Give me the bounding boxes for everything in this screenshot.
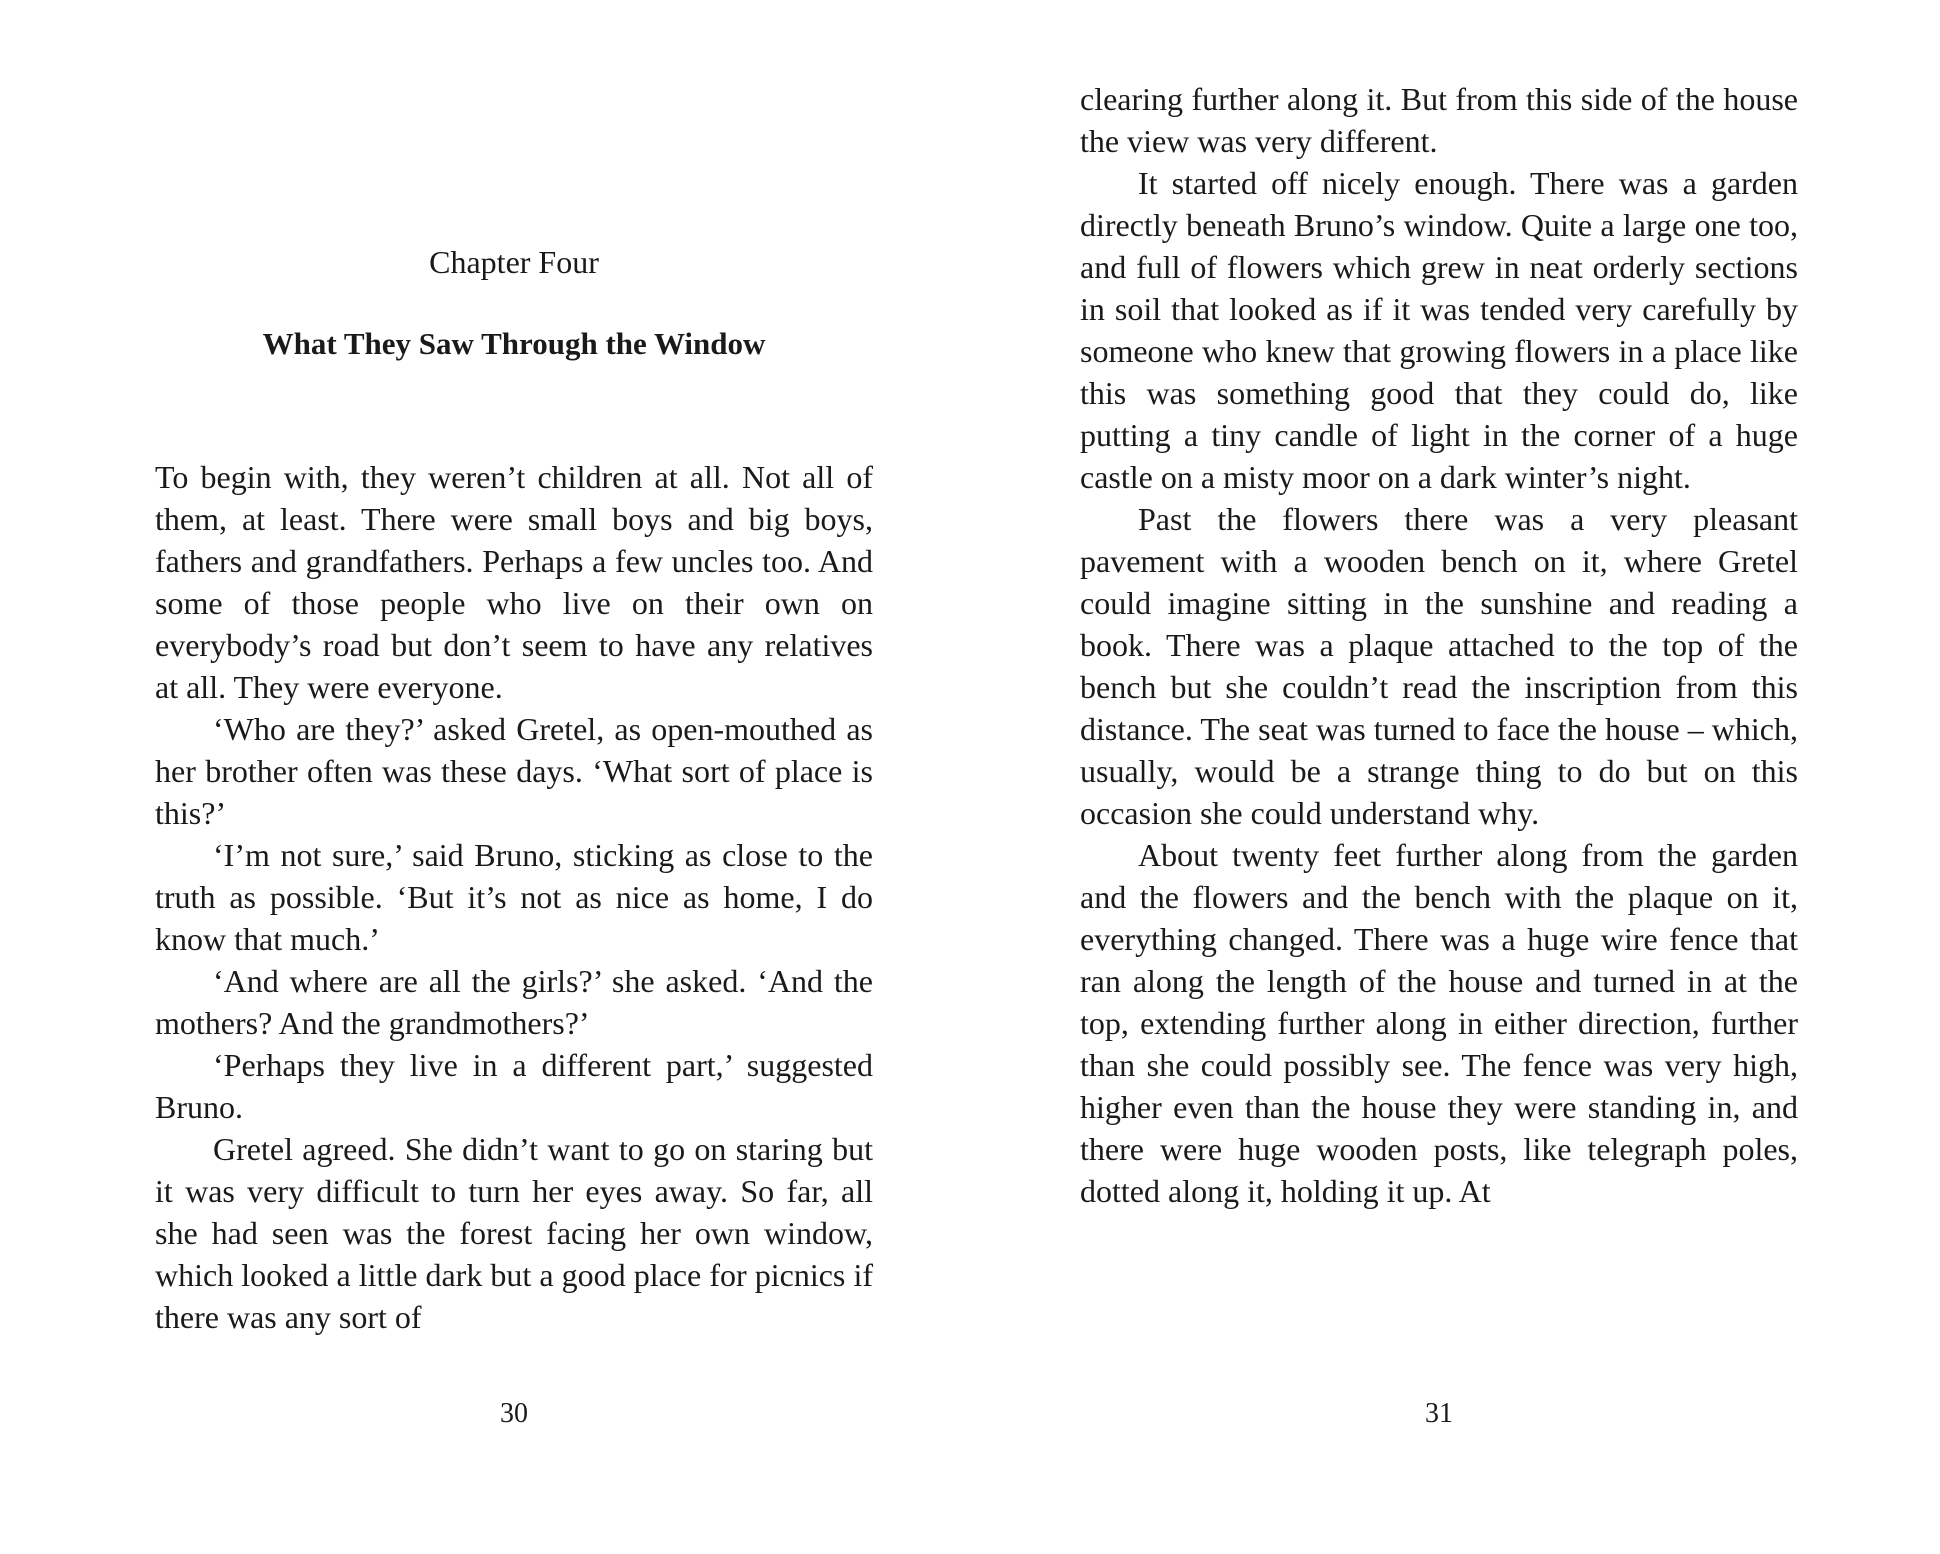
paragraph: clearing further along it. But from this side of the house the view was very different.	[1080, 81, 1798, 159]
paragraph: Past the flowers there was a very pleasant pavement with a wooden bench on it, where Gretel could imagine sitting in the sunshine and reading a book. There was a plaque attached to the top of the bench but she couldn’t read the inscription from this distance. The seat was turned to face the house – which, usually, would be a strange thing to do but on this occasion she could understand why.	[1080, 501, 1798, 831]
left-page-text	[155, 456, 873, 1338]
paragraph: About twenty feet further along from the garden and the flowers and the bench with the plaque on it, everything changed. There was a huge wire fence that ran along the length of the house and turned in at the top, extending further along in either direction, further than she could possibly see. The fence was very high, higher even than the house they were standing in, and there were huge wooden posts, like telegraph poles, dotted along it, holding it up. At	[1080, 837, 1798, 1209]
left-page	[155, 0, 873, 1554]
paragraph: ‘Who are they?’ asked Gretel, as open-mouthed as her brother often was these days. ‘What sort of place is this?’	[155, 711, 873, 831]
paragraph: ‘Perhaps they live in a different part,’ suggested Bruno.	[155, 1047, 873, 1125]
paragraph: Gretel agreed. She didn’t want to go on staring but it was very difficult to turn her eyes away. So far, all she had seen was the forest facing her own window, which looked a little dark but a good place for picnics if there was any sort of	[155, 1131, 873, 1335]
right-page-text	[1080, 78, 1798, 1212]
paragraph: It started off nicely enough. There was a garden directly beneath Bruno’s window. Quite a large one too, and full of flowers which grew in neat orderly sections in soil that looked as if it was tended very carefully by someone who knew that growing flowers in a place like this was something good that they could do, like putting a tiny candle of light in the corner of a huge castle on a misty moor on a dark winter’s night.	[1080, 165, 1798, 495]
paragraph: ‘And where are all the girls?’ she asked. ‘And the mothers? And the grandmothers?’	[155, 963, 873, 1041]
paragraph: ‘I’m not sure,’ said Bruno, sticking as close to the truth as possible. ‘But it’s not as nice as home, I do know that much.’	[155, 837, 873, 957]
page-number: 30	[500, 1398, 528, 1429]
right-page	[1080, 0, 1798, 1554]
chapter-number: Chapter Four	[429, 244, 599, 280]
page-number: 31	[1425, 1398, 1453, 1429]
chapter-title: What They Saw Through the Window	[262, 326, 766, 361]
paragraph: To begin with, they weren’t children at all. Not all of them, at least. There were small boys and big boys, fathers and grandfathers. Perhaps a few uncles too. And some of those people who live on their own on everybody’s road but don’t seem to have any relatives at all. They were everyone.	[155, 459, 873, 705]
